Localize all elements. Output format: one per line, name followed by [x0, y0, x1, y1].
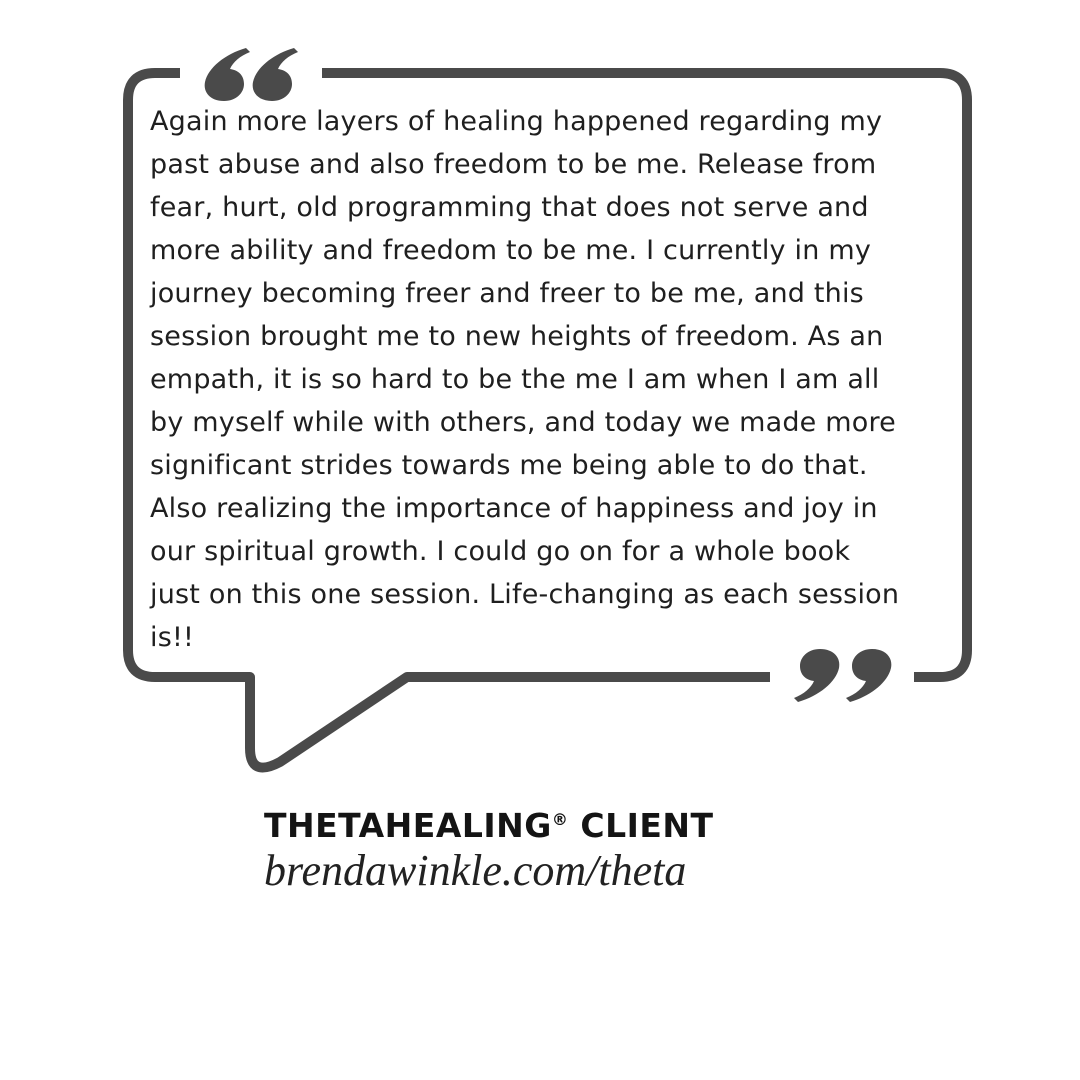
attribution-label	[264, 806, 714, 846]
attribution-role: CLIENT	[568, 806, 714, 845]
testimonial-line: fear, hurt, old programming that does not serve and	[150, 192, 869, 223]
attribution	[264, 806, 714, 896]
testimonial-line: significant strides towards me being able to do that.	[150, 450, 868, 481]
testimonial-line: more ability and freedom to be me. I currently in my	[150, 235, 871, 266]
testimonial-line: is!!	[150, 622, 195, 653]
testimonial-line: by myself while with others, and today we made more	[150, 407, 896, 438]
testimonial-line: empath, it is so hard to be the me I am when I am all	[150, 364, 880, 395]
registered-mark: ®	[551, 810, 569, 829]
website-url: brendawinkle.com/theta	[264, 846, 687, 895]
testimonial-line: Again more layers of healing happened regarding my	[150, 106, 883, 137]
testimonial-text	[150, 100, 980, 659]
testimonial-line: our spiritual growth. I could go on for a whole book	[150, 536, 851, 567]
testimonial-line: just on this one session. Life-changing as each session	[150, 579, 900, 610]
attribution-brand: THETAHEALING	[264, 806, 552, 845]
testimonial-line: session brought me to new heights of freedom. As an	[150, 321, 884, 352]
testimonial-line: past abuse and also freedom to be me. Release from	[150, 149, 877, 180]
testimonial-line: journey becoming freer and freer to be me, and this	[150, 278, 864, 309]
testimonial-line: Also realizing the importance of happiness and joy in	[150, 493, 878, 524]
open-quote-icon	[205, 48, 298, 101]
